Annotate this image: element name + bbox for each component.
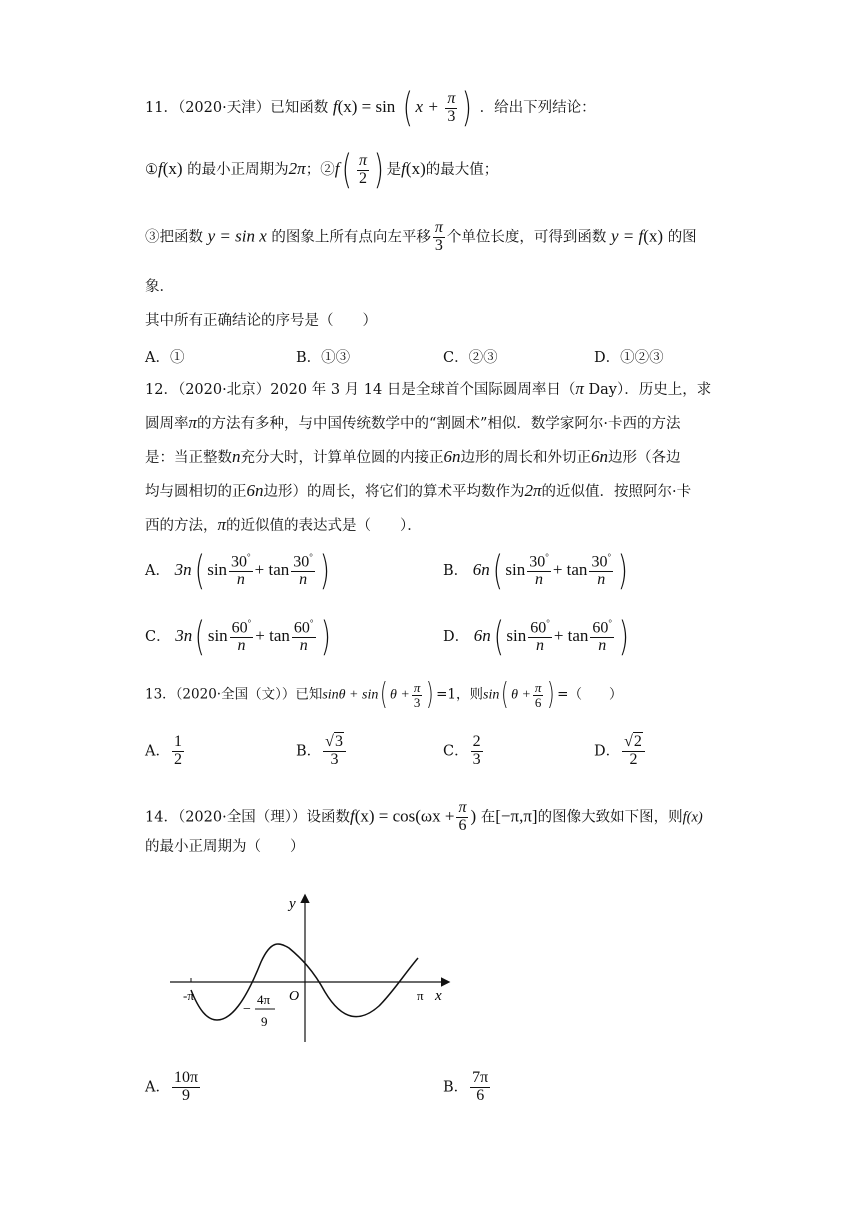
q11-line5: 其中所有正确结论的序号是（ ）	[145, 313, 377, 329]
q11-line4: 象．	[145, 279, 174, 295]
x-label: x	[435, 988, 442, 1004]
q14-option-b[interactable]: B． $\frac{7\pi}{6}$	[443, 1069, 489, 1104]
origin-label: O	[289, 989, 300, 1004]
q12-option-b[interactable]: B． 6n( sin $\frac{30^\circ}{n}$ + tan $\frac{30^\circ}{n}$ )	[443, 548, 628, 594]
q11-option-c[interactable]: C．②③	[443, 350, 498, 366]
q13-option-a[interactable]: A． $\frac{1}{2}$	[145, 733, 182, 768]
q12-line4: 均与圆相切的正6n边形）的周长，将它们的算术平均数作为2π的近似值．按照阿尔·卡	[145, 481, 692, 500]
q11-option-b[interactable]: B．①③	[296, 350, 351, 366]
q11-line1: 11．（2020·天津）已知函数 f(x) = sin ( x + $\frac{\pi}{3}$ ) ．给出下列结论：	[145, 85, 596, 131]
mark-den: 9	[261, 1014, 268, 1029]
pos-pi-label: π	[417, 988, 424, 1003]
q12-line1: 12．（2020·北京）2020 年 3 月 14 日是全球首个国际圆周率日（π Day）．历史上，求	[145, 379, 712, 398]
q13-option-d[interactable]: D． $\frac{√2}{2}$	[594, 734, 647, 769]
q11-option-d[interactable]: D．①②③	[594, 350, 664, 366]
q12-option-c[interactable]: C． 3n( sin $\frac{60^\circ}{n}$ + tan $\frac{60^\circ}{n}$ )	[145, 614, 331, 660]
neg-pi-label: -π	[183, 988, 194, 1003]
q11-option-a[interactable]: A．①	[145, 350, 185, 366]
q11-line3: ③把函数 y = sin x 的图象上所有点向左平移 $\frac{\pi}{3}$ 个单位长度，可得到函数 y = f(x) 的图	[145, 219, 697, 254]
y-label: y	[289, 896, 296, 912]
q13-line1: 13．（2020·全国（文））已知sinθ + sin( θ + $\frac{\pi}{3}$ ) =1，则sin( θ + $\frac{\pi}{6}$ ) =（ ）	[145, 677, 623, 712]
q12-line2: 圆周率π的方法有多种，与中国传统数学中的“割圆术”相似．数学家阿尔·卡西的方法	[145, 413, 681, 432]
mark-minus: −	[243, 1002, 251, 1017]
q12-line3: 是：当正整数n充分大时，计算单位圆的内接正6n边形的周长和外切正6n边形（各边	[145, 447, 681, 466]
q12-option-a[interactable]: A． 3n( sin $\frac{30^\circ}{n}$ + tan $\frac{30^\circ}{n}$ )	[145, 548, 330, 594]
q13-option-b[interactable]: B． $\frac{√3}{3}$	[296, 734, 348, 769]
q13-option-c[interactable]: C． $\frac{2}{3}$	[443, 733, 481, 768]
mark-num: 4π	[257, 992, 271, 1007]
q14-line2: 的最小正周期为（ ）	[145, 839, 305, 855]
q14-line1: 14．（2020·全国（理））设函数f(x) = cos(ωx + $\frac{\pi}{6}$ ) 在[−π,π]的图像大致如下图，则f(x)	[145, 799, 703, 834]
q11-line2: ①f(x) 的最小正周期为2π；②f( $\frac{\pi}{2}$ ) 是f(x)的最大值；	[145, 147, 499, 193]
sine-graph	[165, 890, 465, 1050]
q11-frac: $\frac{\pi}{3}$	[447, 89, 456, 125]
q14-option-a[interactable]: A． $\frac{10\pi}{9}$	[145, 1069, 199, 1104]
q12-line5: 西的方法，π的近似值的表达式是（ ）．	[145, 515, 422, 534]
q12-option-d[interactable]: D． 6n( sin $\frac{60^\circ}{n}$ + tan $\frac{60^\circ}{n}$ )	[443, 614, 629, 660]
